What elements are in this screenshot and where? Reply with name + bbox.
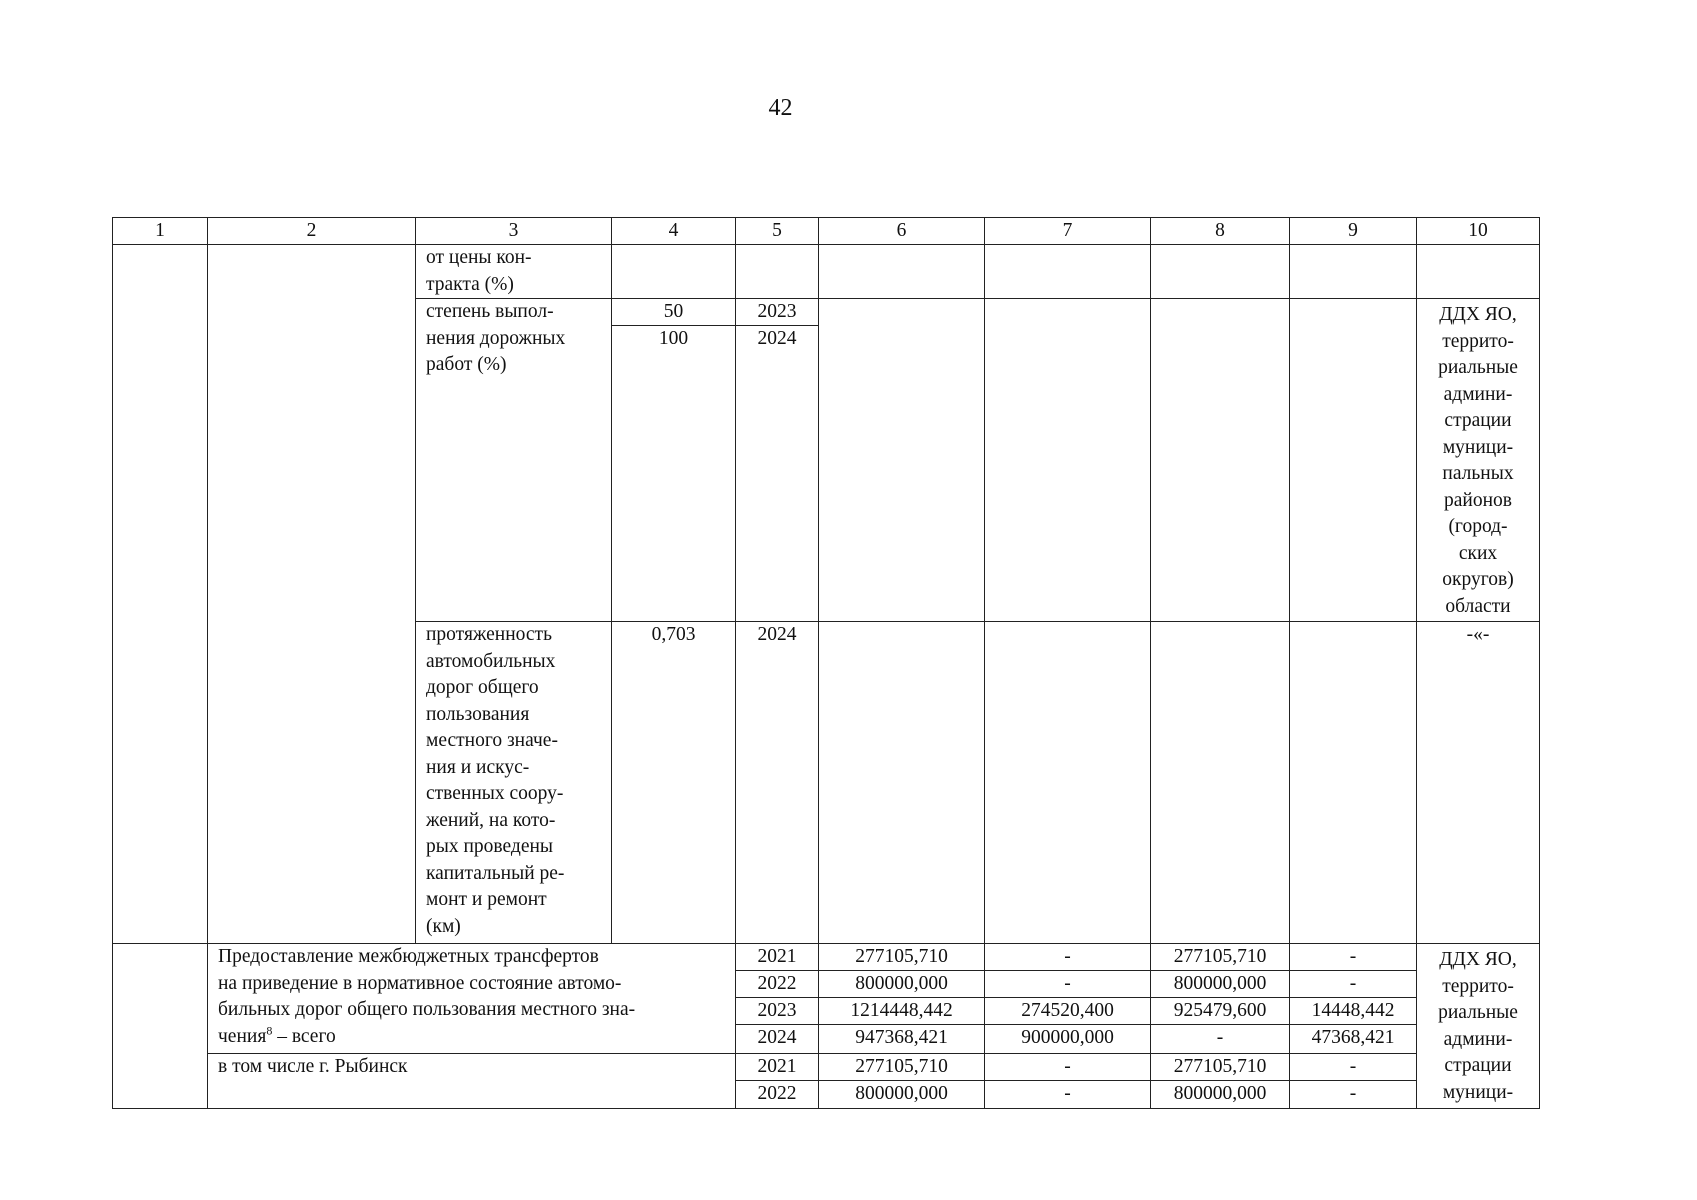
- empty-cell: [1151, 299, 1290, 622]
- amount: -: [1349, 1083, 1357, 1104]
- page-number: 42: [768, 95, 793, 121]
- table-row: [113, 1054, 1540, 1109]
- target-value: 100: [658, 328, 689, 349]
- target-values-cell: [612, 299, 736, 622]
- empty-cell: [819, 622, 985, 944]
- year: 2023: [736, 998, 818, 1025]
- empty-cell: [1290, 622, 1417, 944]
- amount: 800000,000: [1173, 1083, 1267, 1104]
- empty-cell: [1290, 299, 1417, 622]
- footnote-mark: 8: [266, 1023, 273, 1037]
- table-row: [113, 944, 1540, 1054]
- col-number: 5: [736, 218, 819, 245]
- transfers-title-suffix: – всего: [272, 1025, 336, 1047]
- table-row: [113, 245, 1540, 299]
- amount: 1214448,442: [819, 998, 984, 1025]
- empty-cell: [1151, 245, 1290, 299]
- empty-cell: [819, 245, 985, 299]
- years-cell: [736, 1054, 819, 1109]
- target-value: 50: [612, 299, 735, 326]
- col-number: 3: [416, 218, 612, 245]
- year: 2021: [736, 1054, 818, 1081]
- empty-cell: [819, 299, 985, 622]
- empty-cell: [612, 245, 736, 299]
- amount: 925479,600: [1151, 998, 1289, 1025]
- amount: 274520,400: [985, 998, 1150, 1025]
- years-cell: [736, 944, 819, 1054]
- amount: 47368,421: [1311, 1027, 1395, 1048]
- transfers-title: [208, 944, 736, 1054]
- responsible-ditto: -«-: [1417, 622, 1540, 944]
- local-funding-cell: [1290, 1054, 1417, 1109]
- year: 2023: [736, 299, 818, 326]
- target-value: 0,703: [612, 622, 736, 944]
- col-number: 6: [819, 218, 985, 245]
- regional-funding-cell: [1151, 1054, 1290, 1109]
- col-number: 10: [1417, 218, 1540, 245]
- federal-funding-cell: [985, 944, 1151, 1054]
- indicator-degree: степень выпол- нения дорожных работ (%): [416, 299, 612, 622]
- responsible-executor: ДДХ ЯО, террито- риальные админи- страции муници-: [1417, 944, 1540, 1109]
- col-number: 8: [1151, 218, 1290, 245]
- amount: 277105,710: [819, 1054, 984, 1081]
- amount: -: [1290, 1054, 1416, 1081]
- empty-cell: [1417, 245, 1540, 299]
- responsible-executor: ДДХ ЯО, террито- риальные админи- страции муници- пальных районов (город- ских округов) области: [1417, 299, 1540, 622]
- col-number: 9: [1290, 218, 1417, 245]
- empty-cell: [736, 245, 819, 299]
- empty-cell: [985, 622, 1151, 944]
- indicator-road-length: протяженность автомобильных дорог общего пользования местного значе- ния и искус- ственных соору- жений, на кото- рых проведены капитальный ре- монт и ремонт (км): [416, 622, 612, 944]
- amount: 277105,710: [1151, 1054, 1289, 1081]
- total-funding-cell: [819, 1054, 985, 1109]
- col-number: 4: [612, 218, 736, 245]
- year: 2021: [736, 944, 818, 971]
- indicator-contract: от цены кон- тракта (%): [416, 245, 612, 299]
- amount: 800000,000: [819, 971, 984, 998]
- empty-cell: [985, 245, 1151, 299]
- year: 2024: [757, 328, 797, 349]
- federal-funding-cell: [985, 1054, 1151, 1109]
- amount: -: [1290, 944, 1416, 971]
- amount: 947368,421: [855, 1027, 948, 1048]
- empty-cell: [1290, 245, 1417, 299]
- total-funding-cell: [819, 944, 985, 1054]
- local-funding-cell: [1290, 944, 1417, 1054]
- amount: 800000,000: [1151, 971, 1289, 998]
- amount: 277105,710: [819, 944, 984, 971]
- col-number: 7: [985, 218, 1151, 245]
- transfers-title-text: Предоставление межбюджетных трансфертов на приведение в нормативное состояние автомо- бильных дорог общего пользования местного зна- чения: [218, 946, 636, 1047]
- program-table: [112, 217, 1540, 1109]
- year: 2024: [757, 1027, 797, 1048]
- amount: -: [985, 944, 1150, 971]
- amount: -: [1290, 971, 1416, 998]
- amount: -: [985, 1054, 1150, 1081]
- year: 2022: [757, 1083, 797, 1104]
- empty-cell: [208, 245, 416, 944]
- regional-funding-cell: [1151, 944, 1290, 1054]
- year: 2022: [736, 971, 818, 998]
- amount: 277105,710: [1151, 944, 1289, 971]
- amount: 800000,000: [855, 1083, 948, 1104]
- amount: -: [1216, 1027, 1224, 1048]
- empty-cell: [113, 944, 208, 1109]
- year: 2024: [736, 622, 819, 944]
- amount: -: [1064, 1083, 1071, 1104]
- empty-cell: [113, 245, 208, 944]
- amount: 900000,000: [1021, 1027, 1114, 1048]
- years-cell: [736, 299, 819, 622]
- amount: 14448,442: [1290, 998, 1416, 1025]
- col-number: 1: [113, 218, 208, 245]
- column-numbers-row: [113, 218, 1540, 245]
- col-number: 2: [208, 218, 416, 245]
- rybinsk-title: в том числе г. Рыбинск: [208, 1054, 736, 1109]
- empty-cell: [985, 299, 1151, 622]
- empty-cell: [1151, 622, 1290, 944]
- amount: -: [985, 971, 1150, 998]
